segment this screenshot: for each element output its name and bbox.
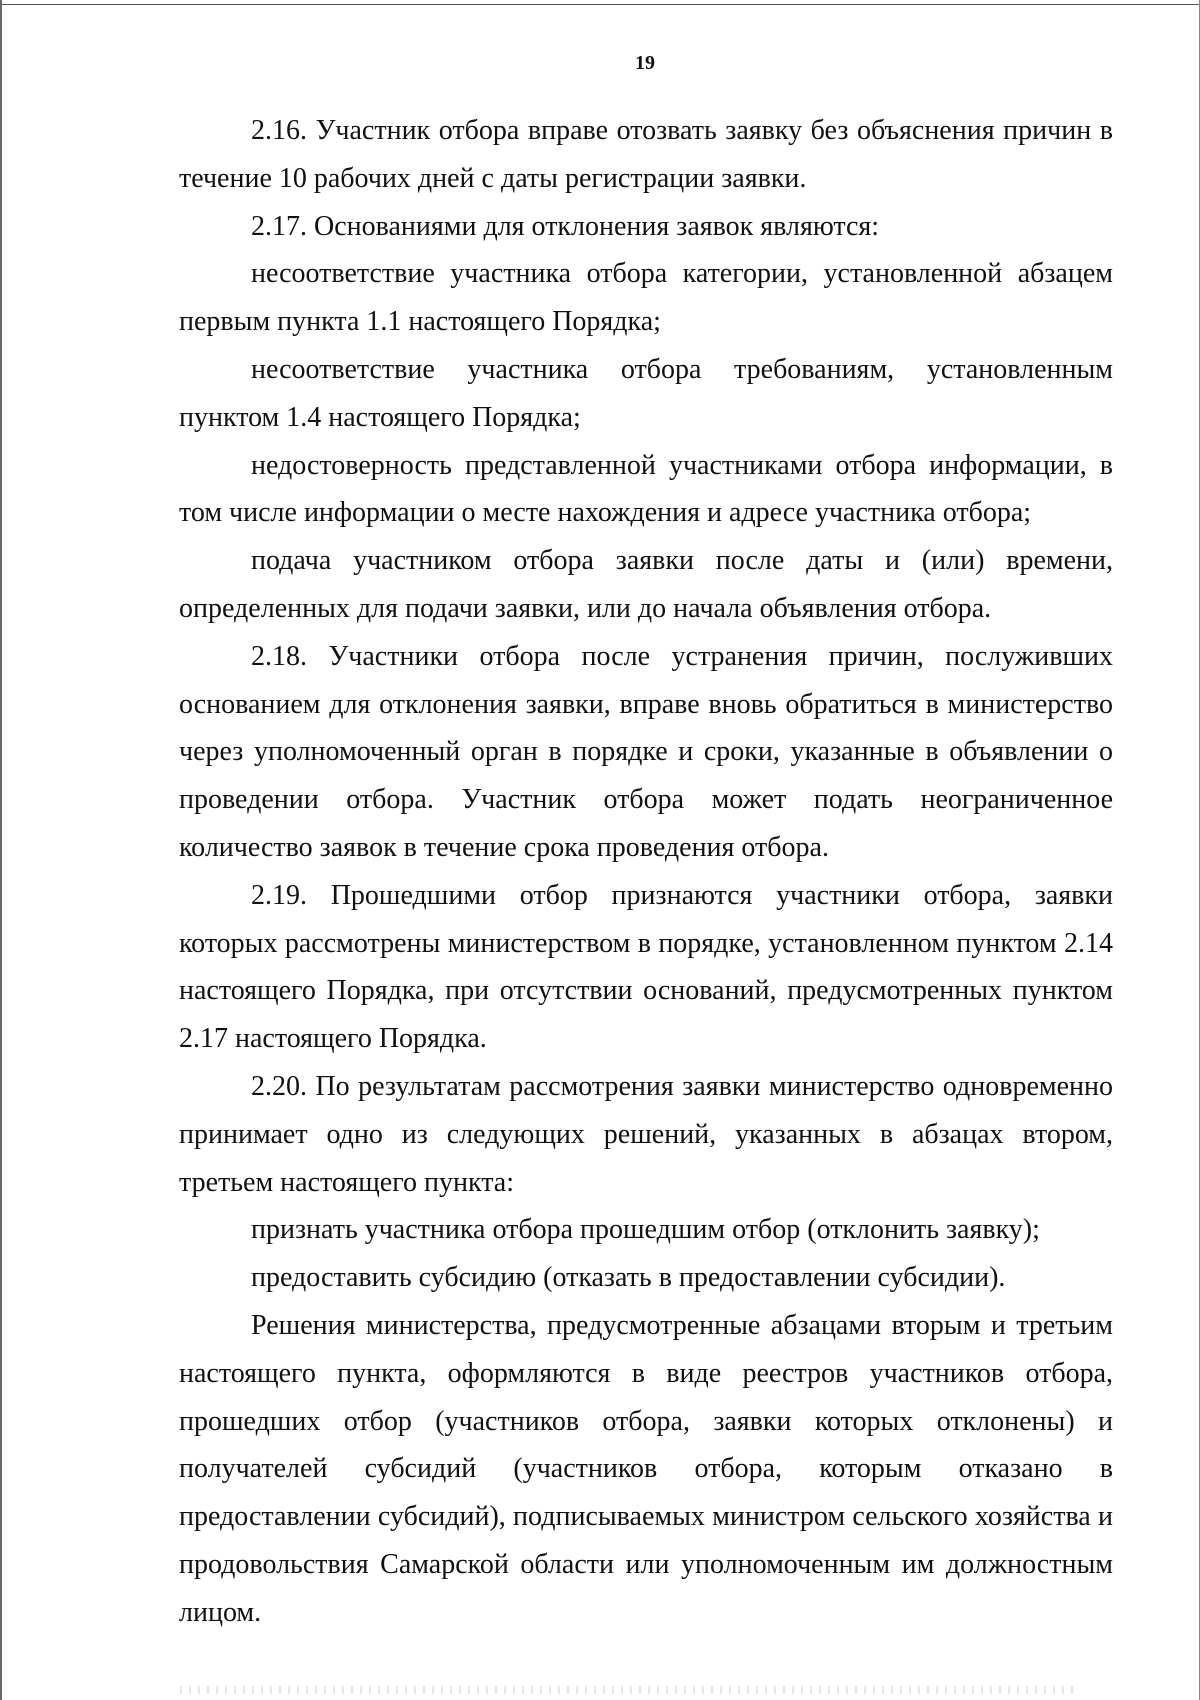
decision-item-recognize: признать участника отбора прошедшим отбор (отклонить заявку); [251, 1214, 1040, 1246]
paragraph-2-20: 2.20. По результатам рассмотрения заявки министерство одновременно принимает одно из следующих решений, указанных в абзацах втором, третьем настоящего пункта: [179, 1070, 1113, 1198]
list-item-requirements: несоответствие участника отбора требованиям, установленным пунктом 1.4 настоящего Порядка; [179, 353, 1113, 433]
paragraph-decisions-registry: Решения министерства, предусмотренные абзацами вторым и третьим настоящего пункта, оформляются в виде реестров участников отбора, прошедших отбор (участников отбора, заявки которых отклонены) и получателей субсидий (участников отбора, которым отказано в предоставлении субсидий), подписываемых министром сельского хозяйства и продовольствия Самарской области или уполномоченным им должностным лицом. [179, 1309, 1113, 1628]
scan-edge-top [0, 4, 1200, 5]
scan-edge-left [0, 0, 2, 1700]
paragraph-2-17: 2.17. Основаниями для отклонения заявок являются: [251, 210, 880, 242]
list-item-category: несоответствие участника отбора категории, установленной абзацем первым пункта 1.1 настоящего Порядка; [179, 258, 1113, 338]
paragraph-2-19: 2.19. Прошедшими отбор признаются участники отбора, заявки которых рассмотрены министерством в порядке, установленном пунктом 2.14 настоящего Порядка, при отсутствии оснований, предусмотренных пунктом 2.17 настоящего Порядка. [179, 879, 1113, 1055]
decision-item-grant: предоставить субсидию (отказать в предоставлении субсидии). [251, 1262, 1006, 1294]
scan-noise [180, 1686, 1080, 1694]
page-number: 19 [635, 52, 655, 74]
list-item-unreliability: недостоверность представленной участниками отбора информации, в том числе информации о месте нахождения и адресе участника отбора; [179, 449, 1113, 529]
document-body [179, 107, 1113, 1637]
paragraph-2-18: 2.18. Участники отбора после устранения причин, послуживших основанием для отклонения заявки, вправе вновь обратиться в министерство через уполномоченный орган в порядке и сроки, указанные в объявлении о проведении отбора. Участник отбора может подать неограниченное количество заявок в течение срока проведения отбора. [179, 640, 1113, 863]
paragraph-2-16: 2.16. Участник отбора вправе отозвать заявку без объяснения причин в течение 10 рабочих дней с даты регистрации заявки. [179, 115, 1113, 194]
list-item-late-submission: подача участником отбора заявки после даты и (или) времени, определенных для подачи заявки, или до начала объявления отбора. [179, 545, 1113, 624]
